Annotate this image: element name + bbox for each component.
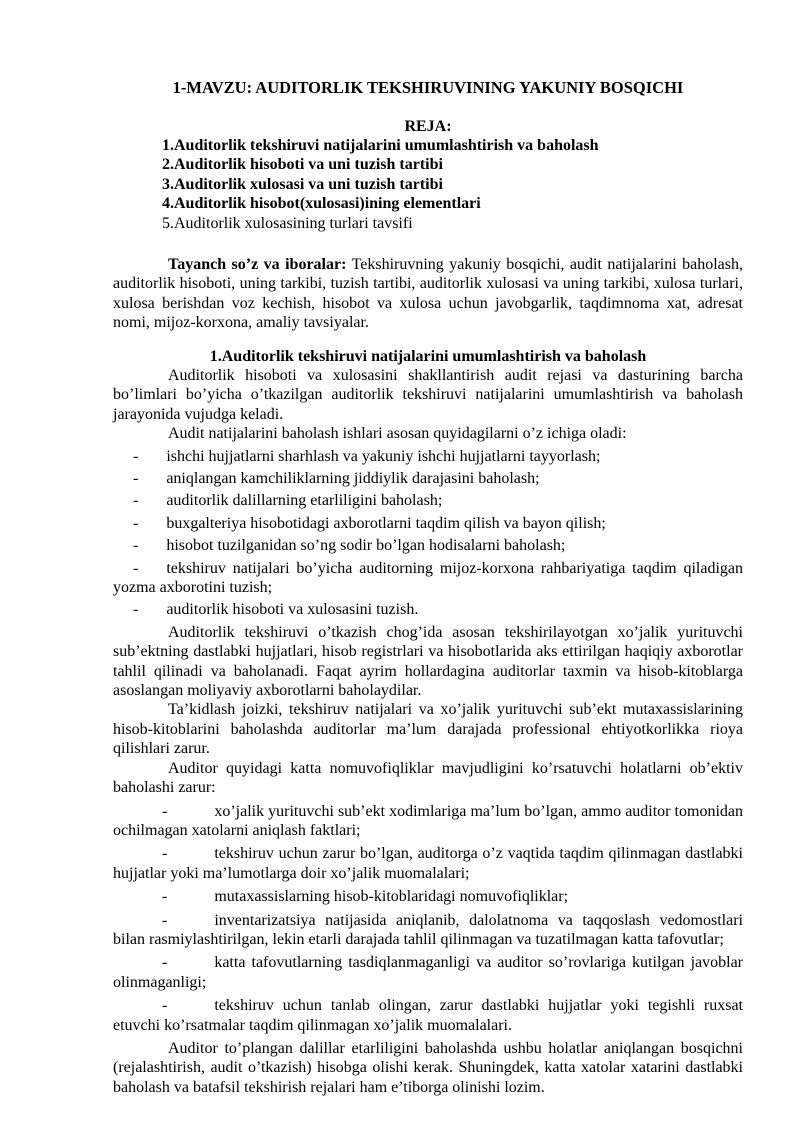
list-2 xyxy=(113,802,743,1035)
list2-item-4 xyxy=(113,911,743,950)
section1-paragraph-3: Auditorlik tekshiruvi o’tkazish chog’ida asosan tekshirilayotgan xo’jalik yurituvchi sub’ektning dastlabki hujjatlari, hisob registrlari va hisobotlarida aks ettirilgan haqiqiy axborotlar tahlil qilinadi va baholanadi. Faqat ayrim hollardagina auditorlar taxmin va hisob-kitoblarga asoslangan moliyaviy axborotlarni baholaydilar. xyxy=(113,623,743,700)
reja-item-4: 4.Auditorlik hisobot(xulosasi)ining elementlari xyxy=(162,195,481,213)
tab-space xyxy=(138,460,166,461)
tab-space xyxy=(138,482,166,483)
reja-section xyxy=(113,117,743,233)
dash-bullet: - xyxy=(162,997,168,1015)
section1-heading: 1.Auditorlik tekshiruvi natijalarini umumlashtirish va baholash xyxy=(209,347,647,365)
list1-item-2 xyxy=(113,469,743,488)
reja-heading: REJA: xyxy=(404,117,452,135)
section1-paragraph-6: Auditor to’plangan dalillar etarliligini baholashda ushbu holatlar aniqlangan bosqichni (rejalashtirish, audit o’tkazish) hisobga olishi kerak. Shuningdek, katta xatolar xatarini dastlabki baholash va batafsil tekshirish rejalari ham e’tiborga olinishi lozim. xyxy=(113,1039,743,1096)
list1-item-1-text: ishchi hujjatlarni sharhlash va yakuniy ishchi hujjatlarni tayyorlash; xyxy=(166,447,601,465)
list1-item-3 xyxy=(113,491,743,510)
list2-item-5-text: katta tafovutlarning tasdiqlanmaganligi va auditor so’rovlariga kutilgan javoblar olinmaganligi; xyxy=(113,954,743,991)
tab-space xyxy=(138,549,166,550)
keywords-text: Tekshiruvning yakuniy bosqichi, audit natijalarini baholash, auditorlik hisoboti, uning tarkibi, tuzish tartibi, auditorlik xulosasi va uning tarkibi, xulosa turlari, xulosa berishdan voz kechish, hisobot va xulosa uchun javobgarlik, taqdimnoma xat, adresat nomi, mijoz-korxona, amaliy tavsiyalar. xyxy=(113,255,743,332)
list1-item-7 xyxy=(113,600,743,619)
section1-paragraph-2: Audit natijalarini baholash ishlari asosan quyidagilarni o’z ichiga oladi: xyxy=(168,425,627,443)
tab-space xyxy=(167,857,214,858)
list2-item-2-text: tekshiruv uchun zarur bo’lgan, auditorga o’z vaqtida taqdim qilinmagan dastlabki hujjatlar yoki ma’lumotlarga doir xo’jalik muomalalari; xyxy=(113,845,743,882)
page-title: 1-MAVZU: AUDITORLIK TEKSHIRUVINING YAKUNIY BOSQICHI xyxy=(172,78,684,97)
tab-space xyxy=(167,900,214,901)
dash-bullet: - xyxy=(162,802,168,820)
list-1 xyxy=(113,447,743,620)
list1-item-4-text: buxgalteriya hisobotidagi axborotlarni taqdim qilish va bayon qilish; xyxy=(166,514,606,532)
tab-space xyxy=(167,815,214,816)
list2-item-3-text: mutaxassislarning hisob-kitoblaridagi nomuvofiqliklar; xyxy=(214,888,569,906)
tab-space xyxy=(167,966,214,967)
dash-bullet: - xyxy=(162,954,168,972)
dash-bullet: - xyxy=(133,601,139,619)
dash-bullet: - xyxy=(162,911,168,929)
dash-bullet: - xyxy=(133,447,139,465)
list2-item-3 xyxy=(113,887,743,906)
list1-item-1 xyxy=(113,447,743,466)
section1-paragraph-5: Auditor quyidagi katta nomuvofiqliklar mavjudligini ko’rsatuvchi holatlarni ob’ektiv baholashi zarur: xyxy=(113,759,743,797)
list2-item-1-text: xo’jalik yurituvchi sub’ekt xodimlariga ma’lum bo’lgan, ammo auditor tomonidan ochilmagan xatolarni aniqlash faktlari; xyxy=(113,802,743,839)
keywords-paragraph xyxy=(113,255,743,333)
list2-item-6 xyxy=(113,996,743,1035)
list1-item-5-text: hisobot tuzilganidan so’ng sodir bo’lgan hodisalarni baholash; xyxy=(166,537,566,555)
reja-item-1: 1.Auditorlik tekshiruvi natijalarini umumlashtirish va baholash xyxy=(162,136,599,154)
dash-bullet: - xyxy=(133,470,139,487)
reja-item-3: 3.Auditorlik xulosasi va uni tuzish tartibi xyxy=(162,175,443,193)
list2-item-6-text: tekshiruv uchun tanlab olingan, zarur dastlabki hujjatlar yoki tegishli ruxsat etuvchi ko’rsatmalar taqdim qilinmagan xo’jalik muomalalari. xyxy=(113,997,743,1034)
tab-space xyxy=(167,1009,214,1010)
list1-item-4 xyxy=(113,514,743,533)
list2-item-4-text: inventarizatsiya natijasida aniqlanib, dalolatnoma va taqqoslash vedomostlari bilan rasmiylashtirilgan, lekin etarli darajada tahlil qilinmagan va tuzatilmagan katta tafovutlar; xyxy=(113,911,743,948)
dash-bullet: - xyxy=(162,845,168,863)
list2-item-1 xyxy=(113,802,743,841)
section1-paragraph-1: Auditorlik hisoboti va xulosasini shakllantirish audit rejasi va dasturining barcha bo’limlari bo’yicha o’tkazilgan auditorlik tekshiruvi natijalarini umumlashtirish va baholash jarayonida vujudga keladi. xyxy=(113,366,743,423)
list1-item-6-text: tekshiruv natijalari bo’yicha auditorning mijoz-korxona rahbariyatiga taqdim qiladigan yozma axborotini tuzish; xyxy=(113,559,743,597)
reja-item-5: 5.Auditorlik xulosasining turlari tavsifi xyxy=(162,214,413,232)
dash-bullet: - xyxy=(162,888,168,906)
keywords-label: Tayanch so’z va iboralar: xyxy=(168,255,347,273)
list1-item-5 xyxy=(113,536,743,555)
dash-bullet: - xyxy=(133,514,139,532)
list1-item-3-text: auditorlik dalillarning etarliligini baholash; xyxy=(166,492,443,510)
reja-item-2: 2.Auditorlik hisoboti va uni tuzish tartibi xyxy=(162,156,443,174)
list2-item-2 xyxy=(113,844,743,883)
tab-space xyxy=(138,527,166,528)
dash-bullet: - xyxy=(133,537,139,555)
list1-item-6 xyxy=(113,559,743,598)
section1-paragraph-4: Ta’kidlash joizki, tekshiruv natijalari va xo’jalik yurituvchi sub’ekt mutaxassislarining hisob-kitoblarini baholashda auditorlar ma’lum darajada professional ehtiyotkorlikka rioya qilishlari zarur. xyxy=(113,701,743,758)
tab-space xyxy=(167,924,214,925)
dash-bullet: - xyxy=(133,492,139,510)
list1-item-2-text: aniqlangan kamchiliklarning jiddiylik darajasini baholash; xyxy=(166,470,540,487)
tab-space xyxy=(138,504,166,505)
list1-item-7-text: auditorlik hisoboti va xulosasini tuzish. xyxy=(166,601,419,619)
tab-space xyxy=(138,572,166,573)
list2-item-5 xyxy=(113,953,743,992)
dash-bullet: - xyxy=(133,559,139,577)
tab-space xyxy=(138,613,166,614)
